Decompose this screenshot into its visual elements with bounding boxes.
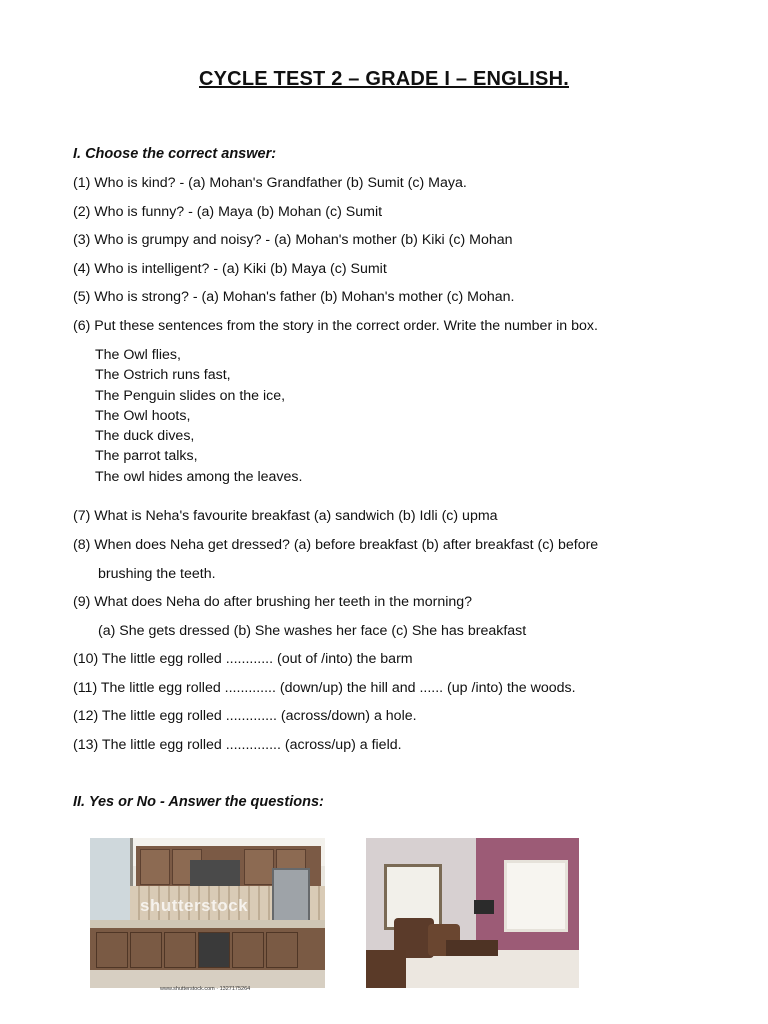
- question-9: (9) What does Neha do after brushing her teeth in the morning?: [73, 594, 473, 610]
- question-8: (8) When does Neha get dressed? (a) before breakfast (b) after breakfast (c) before: [73, 537, 599, 553]
- sentence-line: The owl hides among the leaves.: [95, 468, 303, 485]
- question-13: (13) The little egg rolled .............. (across/up) a field.: [73, 737, 402, 753]
- sentence-line: The Penguin slides on the ice,: [95, 387, 286, 404]
- sentence-line: The Ostrich runs fast,: [95, 367, 231, 384]
- image-caption: www.shutterstock.com · 1327175264: [160, 986, 251, 992]
- question-7: (7) What is Neha's favourite breakfast (a) sandwich (b) Idli (c) upma: [73, 508, 498, 524]
- kitchen-photo: [90, 838, 325, 988]
- page-title: CYCLE TEST 2 – GRADE I – ENGLISH.: [199, 68, 569, 90]
- question-5: (5) Who is strong? - (a) Mohan's father (b) Mohan's mother (c) Mohan.: [73, 289, 515, 305]
- question-1: (1) Who is kind? - (a) Mohan's Grandfather (b) Sumit (c) Maya.: [73, 175, 467, 191]
- section-1-heading: I. Choose the correct answer:: [73, 146, 277, 162]
- question-8-continued: brushing the teeth.: [98, 566, 216, 582]
- sentence-line: The parrot talks,: [95, 448, 198, 465]
- ordering-sentences: [95, 345, 302, 487]
- section-2-heading: II. Yes or No - Answer the questions:: [73, 794, 324, 810]
- question-6: (6) Put these sentences from the story in the correct order. Write the number in box.: [73, 318, 598, 334]
- sentence-line: The Owl flies,: [95, 347, 181, 363]
- question-11: (11) The little egg rolled ............. (down/up) the hill and ...... (up /into) the woods.: [73, 680, 576, 696]
- question-10: (10) The little egg rolled ............ (out of /into) the barm: [73, 651, 413, 667]
- question-9-options: (a) She gets dressed (b) She washes her face (c) She has breakfast: [98, 623, 527, 639]
- question-3: (3) Who is grumpy and noisy? - (a) Mohan's mother (b) Kiki (c) Mohan: [73, 232, 513, 248]
- watermark-text: shutterstock: [140, 896, 249, 915]
- question-12: (12) The little egg rolled ............. (across/down) a hole.: [73, 708, 417, 724]
- sentence-line: The duck dives,: [95, 428, 195, 445]
- sentence-line: The Owl hoots,: [95, 407, 191, 424]
- question-2: (2) Who is funny? - (a) Maya (b) Mohan (c) Sumit: [73, 204, 383, 220]
- living-room-photo: [366, 838, 579, 988]
- question-4: (4) Who is intelligent? - (a) Kiki (b) Maya (c) Sumit: [73, 261, 387, 277]
